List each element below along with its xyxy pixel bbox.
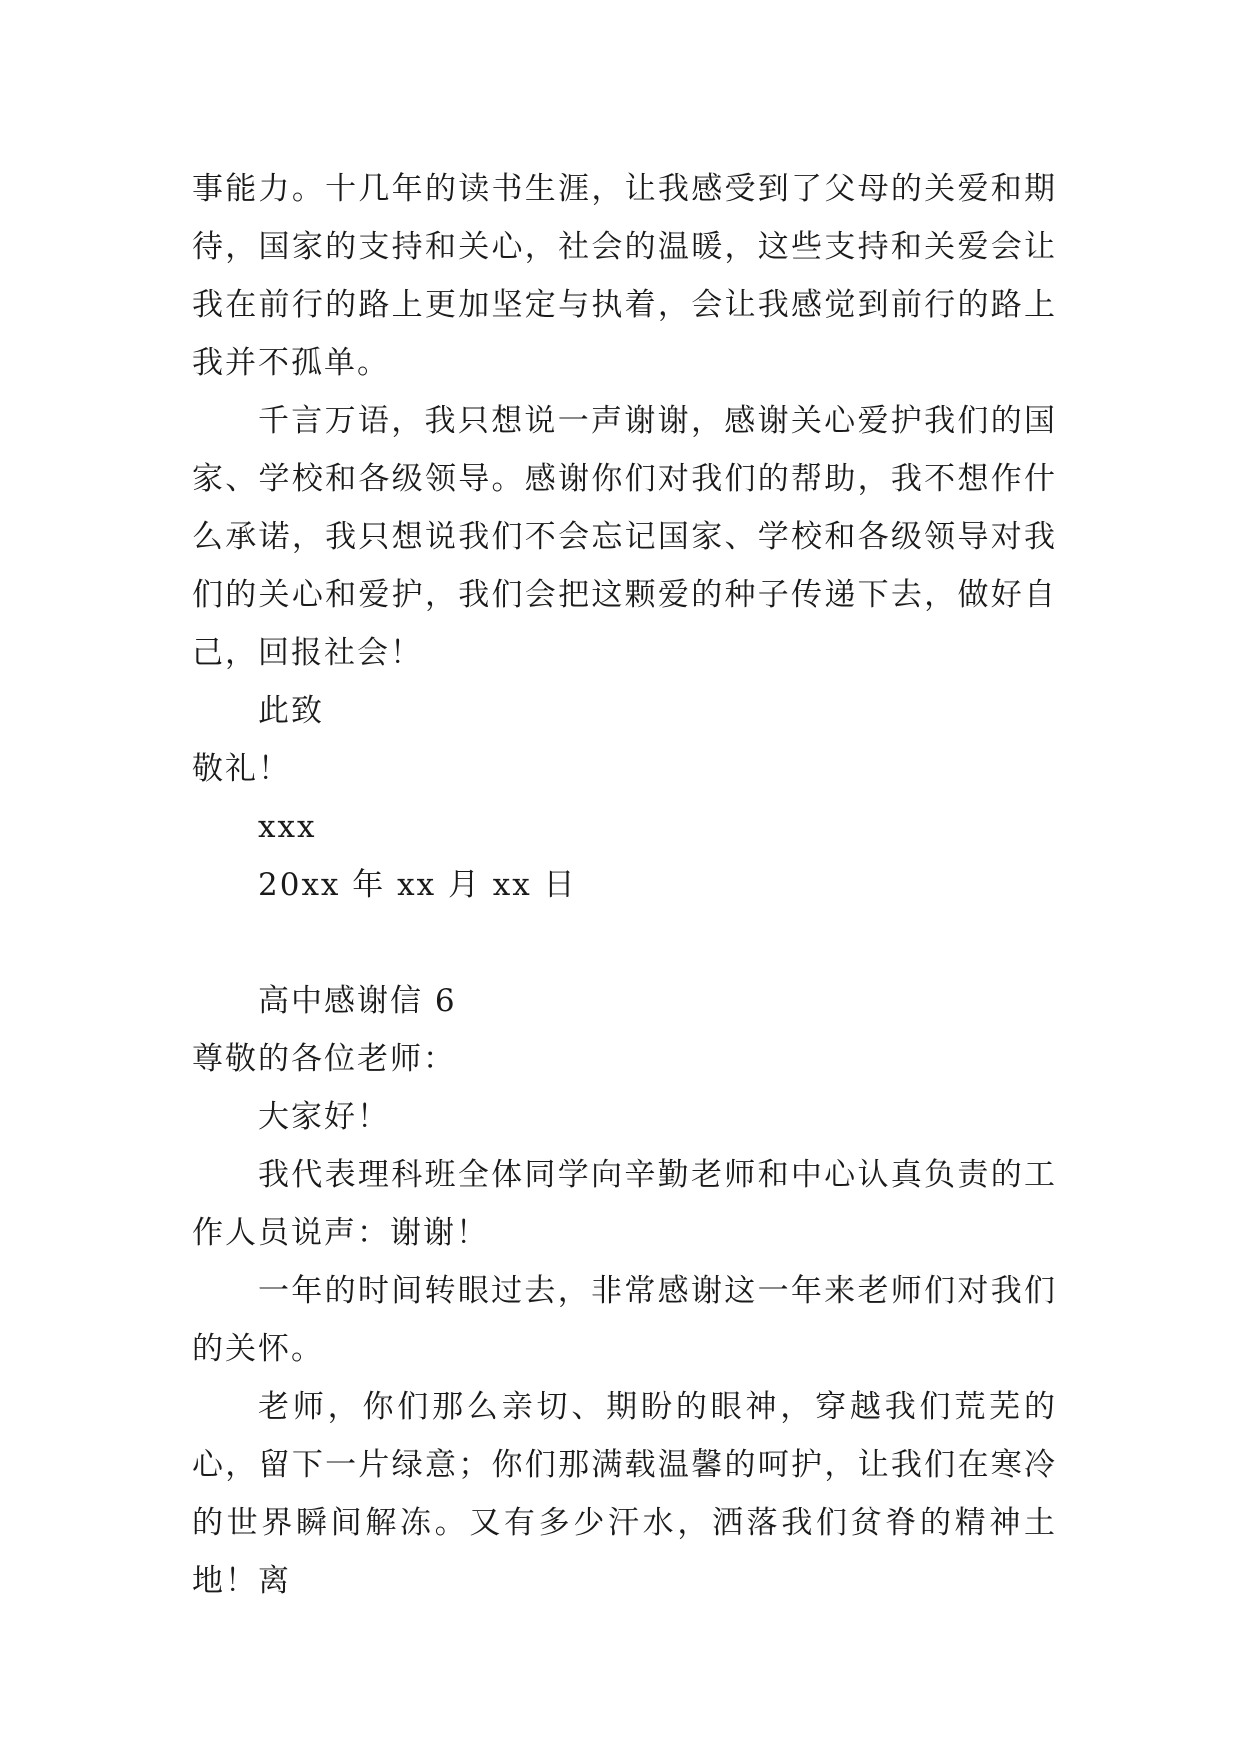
signature-name: xxx bbox=[258, 809, 317, 845]
section-title: 高中感谢信 6 bbox=[258, 983, 457, 1019]
blank-line bbox=[192, 914, 1057, 972]
closing-respect: 敬礼！ bbox=[192, 751, 291, 787]
closing-salutation: 此致 bbox=[258, 693, 324, 729]
paragraph-continuation: 事能力。十几年的读书生涯，让我感受到了父母的关爱和期待，国家的支持和关心，社会的温暖，这些支持和关爱会让我在前行的路上更加坚定与执着，会让我感觉到前行的路上我并不孤单。 bbox=[192, 171, 1057, 381]
paragraph-year-review: 一年的时间转眼过去，非常感谢这一年来老师们对我们的关怀。 bbox=[192, 1273, 1057, 1367]
paragraph-teachers: 老师，你们那么亲切、期盼的眼神，穿越我们荒芜的心，留下一片绿意；你们那满载温馨的呵护，让我们在寒冷的世界瞬间解冻。又有多少汗水，洒落我们贫脊的精神土地！离 bbox=[192, 1389, 1057, 1599]
letter-body bbox=[192, 160, 1057, 1610]
greeting-hello: 大家好！ bbox=[258, 1099, 390, 1135]
letter-greeting: 尊敬的各位老师： bbox=[192, 1041, 456, 1077]
paragraph-representation: 我代表理科班全体同学向辛勤老师和中心认真负责的工作人员说声：谢谢！ bbox=[192, 1157, 1057, 1251]
paragraph-thanks: 千言万语，我只想说一声谢谢，感谢关心爱护我们的国家、学校和各级领导。感谢你们对我们的帮助，我不想作什么承诺，我只想说我们不会忘记国家、学校和各级领导对我们的关心和爱护，我们会把这颗爱的种子传递下去，做好自己，回报社会！ bbox=[192, 403, 1057, 671]
signature-date: 20xx 年 xx 月 xx 日 bbox=[258, 867, 577, 903]
